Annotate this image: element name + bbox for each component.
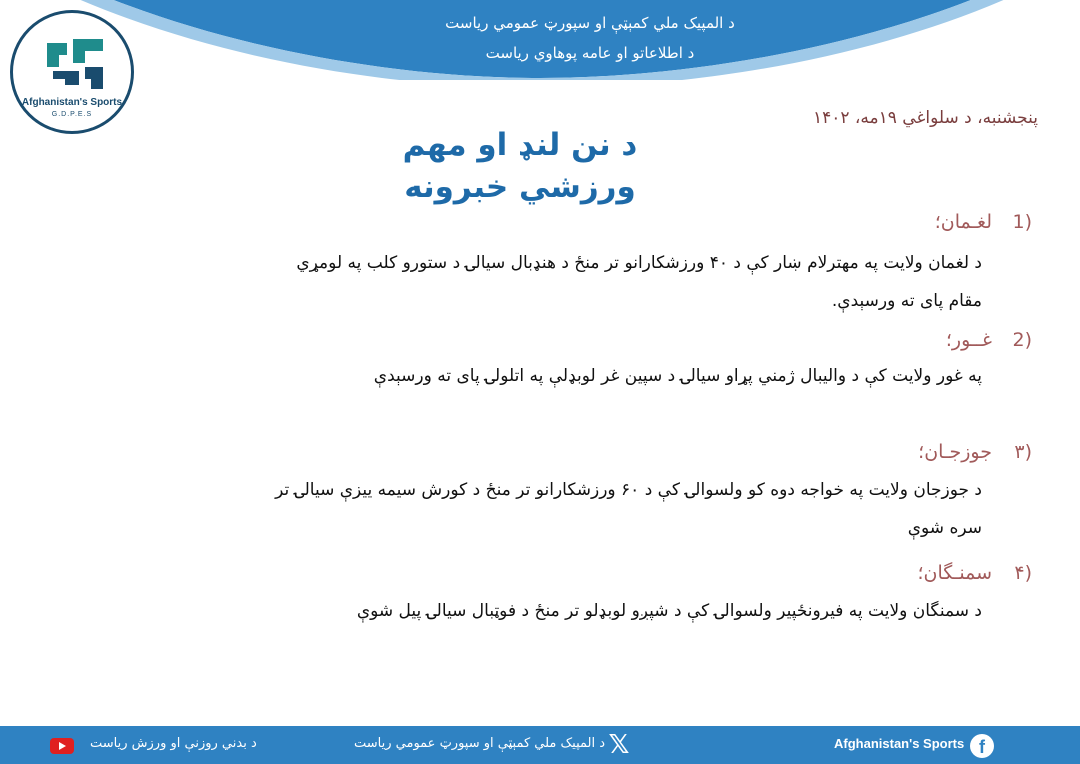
header-title: د المپیک ملي کمېټې او سپورټ عمومي رياست xyxy=(445,14,735,32)
section-text-line: د سمنگان ولايت په فيرونځپير ولسوالۍ کې د شپږو لوبډلو تر منځ د فوټبال سيالۍ پيل شوې xyxy=(356,601,982,621)
date-label: پنجشنبه، د سلواغي ۱۹مه، ۱۴۰۲ xyxy=(812,108,1038,128)
section-text-line: په غور ولايت کې د واليبال ژمني پړاو سيالۍ د سپين غر لوبډلې په اتلولۍ پای ته ورسېدې xyxy=(373,366,982,386)
gdpes-logo xyxy=(10,10,134,134)
header-banner xyxy=(0,0,1080,80)
page-title-line1: د نن لنډ او مهم xyxy=(402,127,638,163)
section-number: ۴) xyxy=(1014,562,1032,584)
section-number: 2) xyxy=(1012,329,1032,351)
footer-bar xyxy=(0,726,1080,764)
section-heading: سمنـگان؛ xyxy=(917,562,992,584)
facebook-icon[interactable]: f xyxy=(970,734,994,758)
section-text-line: سره شوې xyxy=(907,518,982,538)
section-text-line: مقام پای ته ورسېدې. xyxy=(831,291,982,311)
header-subtitle: د اطلاعاتو او عامه پوهاوي رياست xyxy=(485,44,695,62)
section-text-line: د جوزجان ولايت په خواجه دوه کو ولسوالۍ کې د ۶۰ ورزشکارانو تر منځ د کورش سيمه ييزې سيالۍ تر xyxy=(275,480,982,500)
facebook-link[interactable]: Afghanistan's Sports xyxy=(834,736,965,751)
section-heading: لغـمان؛ xyxy=(934,211,992,233)
section-heading: غــور؛ xyxy=(945,329,992,351)
youtube-icon[interactable] xyxy=(50,738,74,754)
twitter-link[interactable]: د المپيک ملي کمېټې او سپورټ عمومي رياست xyxy=(354,736,606,751)
logo-text: Afghanistan's Sports xyxy=(21,97,123,108)
section-number: 1) xyxy=(1012,211,1032,233)
section-number: ۳) xyxy=(1014,441,1032,463)
section-text-line: د لغمان ولايت په مهترلام ښار کې د ۴۰ ورزشکارانو تر منځ د هنډبال سيالۍ د ستورو کلب په لومړي xyxy=(296,253,982,273)
logo-icon xyxy=(39,33,111,93)
logo-subtext: G.D.P.E.S xyxy=(51,111,93,118)
section-heading: جوزجـان؛ xyxy=(918,441,992,463)
youtube-link[interactable]: د بدني روزنې او ورزش رياست xyxy=(90,736,257,751)
x-twitter-icon[interactable]: 𝕏 xyxy=(608,730,630,760)
page-title-line2: ورزشي خبرونه xyxy=(404,169,636,205)
